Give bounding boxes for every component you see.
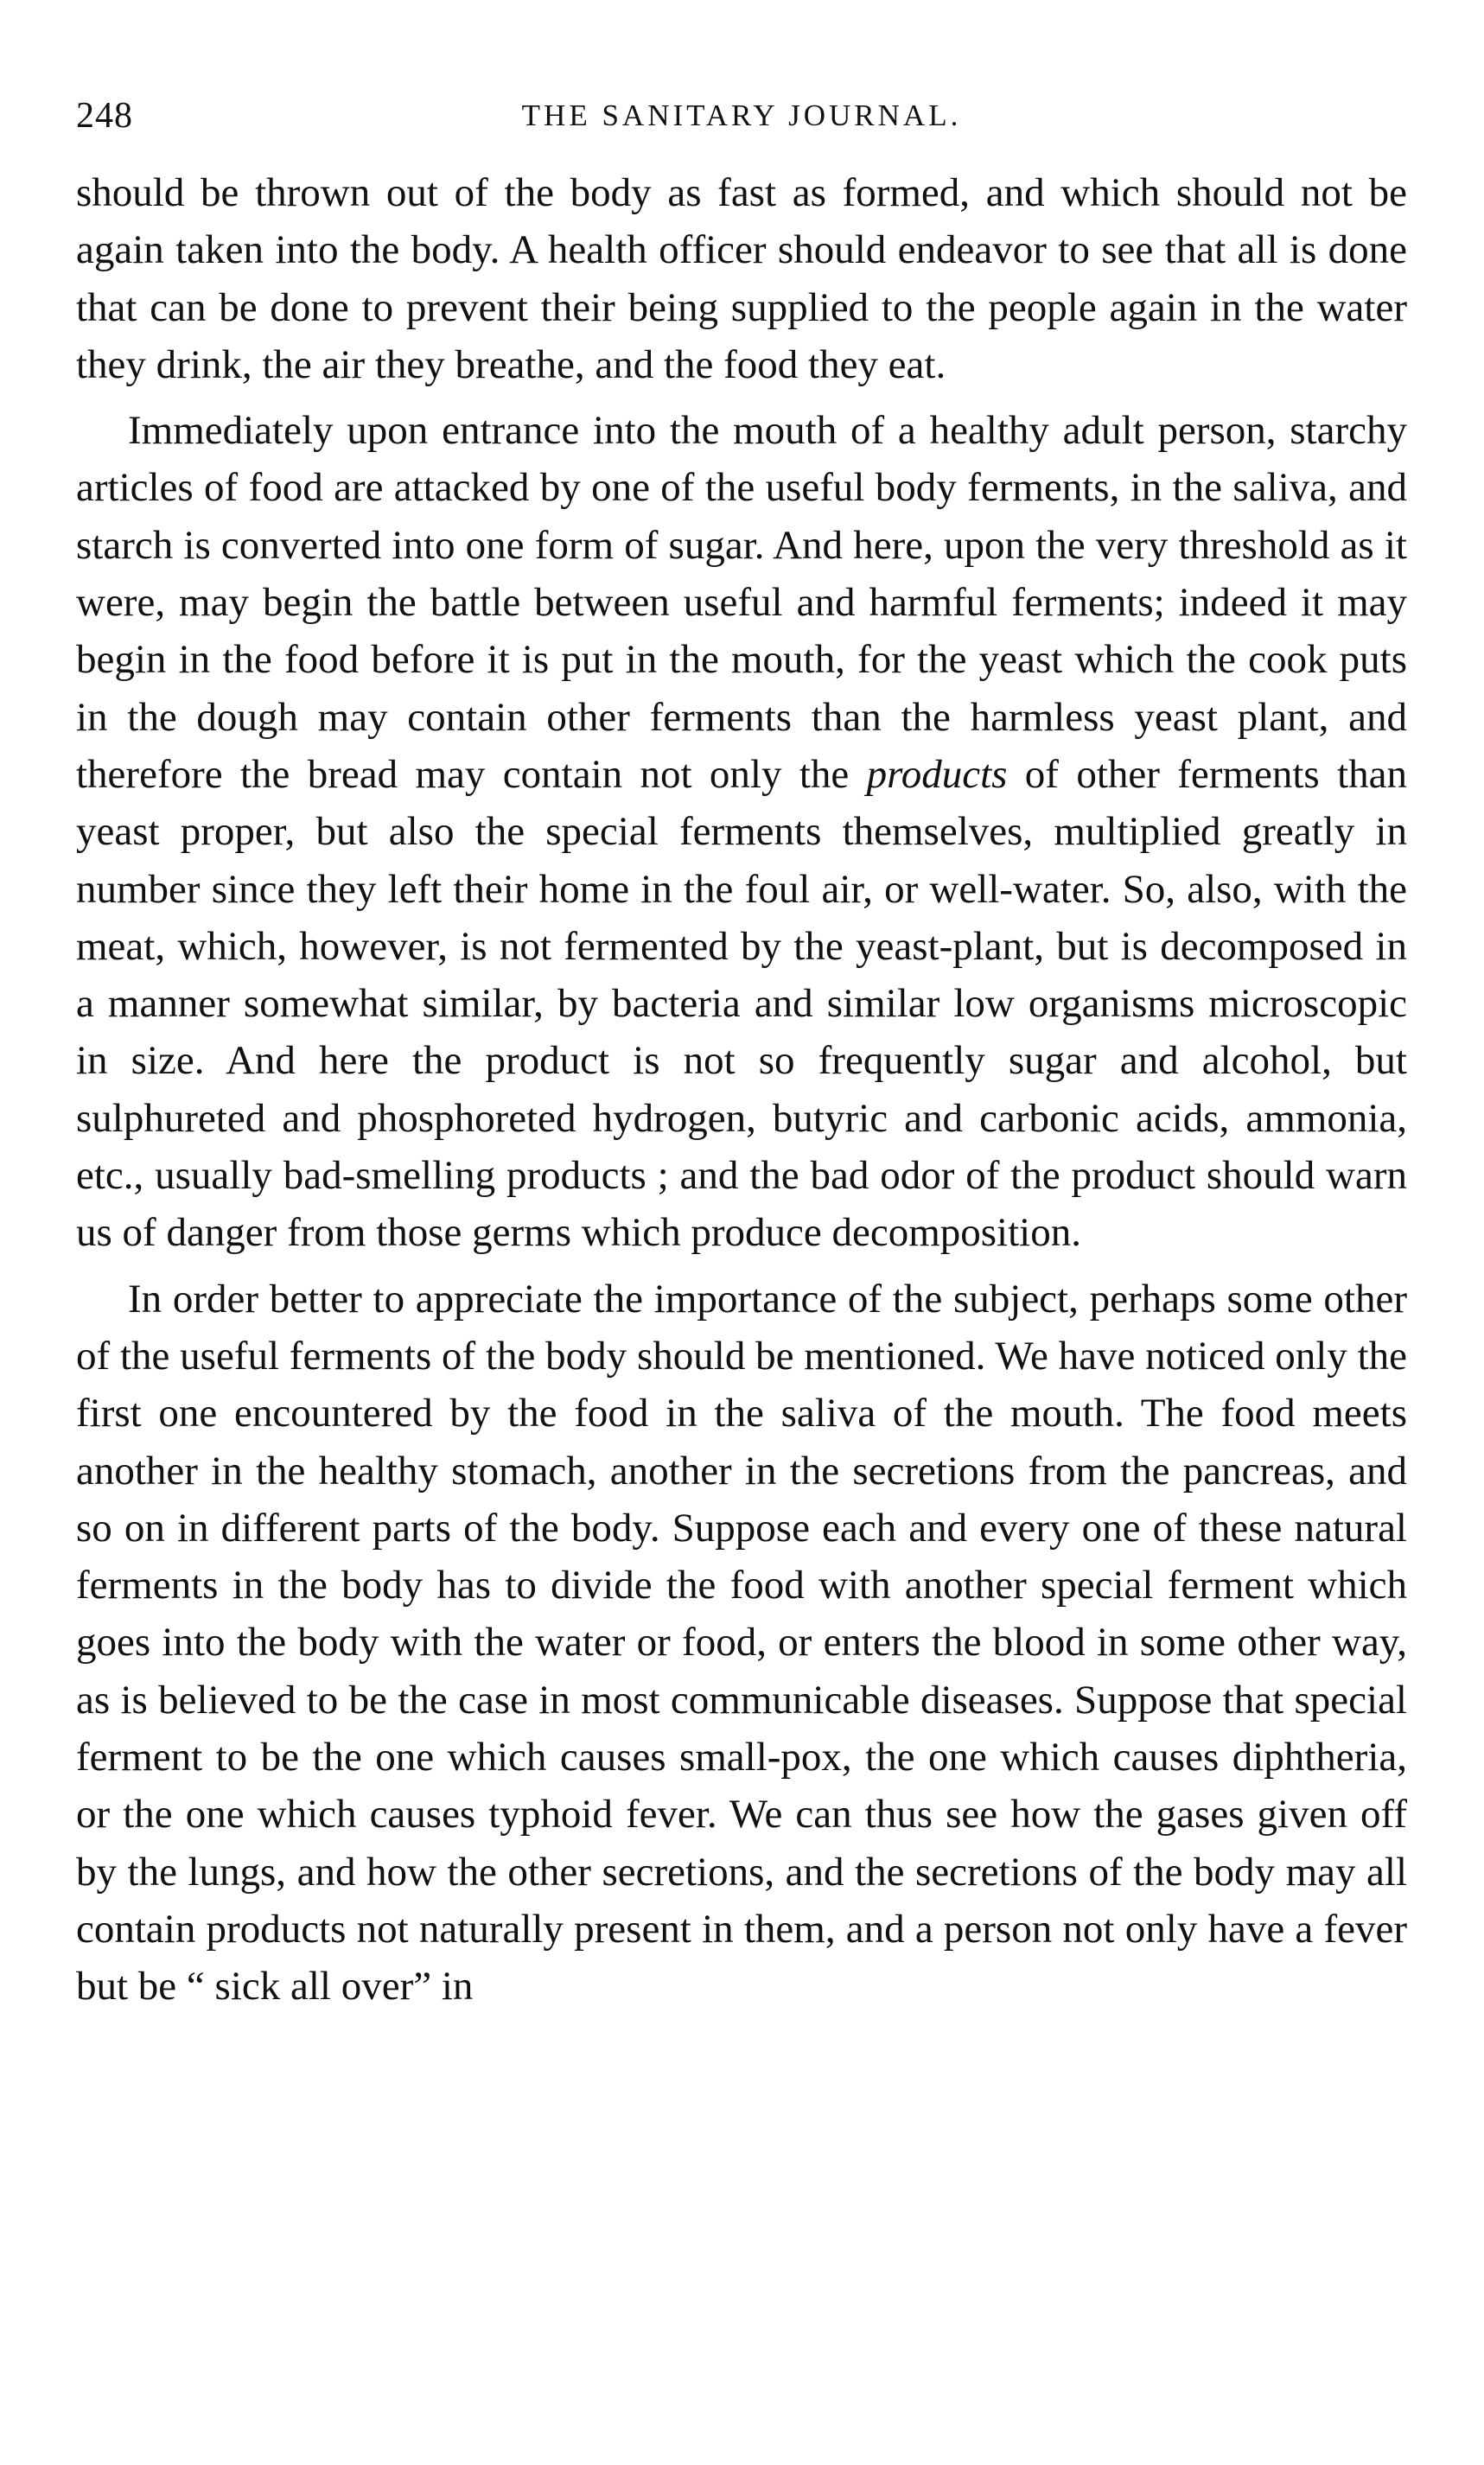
page-number: 248 — [76, 96, 133, 136]
page-header — [76, 95, 1407, 147]
paragraph-text-segment: Immediately upon entrance into the mouth of a healthy adult person, starchy articles of food are attacked by one of the useful body ferments, in the saliva, and starch is converted into one form of sugar. And here, upon the very threshold as it were, may begin the battle between useful and harmful ferments; indeed it may begin in the food before it is put in the mouth, for the yeast which the cook puts in the dough may contain other ferments than the harmless yeast plant, and therefore the bread may contain not only the — [76, 408, 1407, 797]
paragraph-immediately — [76, 402, 1407, 1261]
running-head: THE SANITARY JOURNAL. — [521, 99, 962, 132]
paragraph-continued: should be thrown out of the body as fast as formed, and which should not be again taken into the body. A health officer should endeavor to see that all is done that can be done to prevent their being supplied to the people again in the water they drink, the air they breathe, and the food they eat. — [76, 170, 1407, 387]
italic-word-products: products — [866, 751, 1008, 797]
paragraph-in-order: In order better to appreciate the importance of the subject, perhaps some other of the useful ferments of the body should be mentioned. We have noticed only the first one encountered by the food in the saliva of the mouth. The food meets another in the healthy stomach, another in the secretions from the pancreas, and so on in different parts of the body. Suppose each and every one of these natural ferments in the body has to divide the food with another special ferment which goes into the body with the water or food, or enters the blood in some other way, as is believed to be the case in most communicable diseases. Suppose that special ferment to be the one which causes small-pox, the one which causes diphtheria, or the one which causes typhoid fever. We can thus see how the gases given off by the lungs, and how the other secretions, and the secretions of the body may all contain products not naturally present in them, and a person not only have a fever but be “ sick all over” in — [76, 1276, 1407, 2010]
book-page — [76, 0, 1407, 2024]
paragraph-text-segment: of other ferments than yeast proper, but also the special ferments themselves, multiplied greatly in number since they left their home in the foul air, or well-water. So, also, with the meat, which, however, is not fermented by the yeast-plant, but is decomposed in a manner somewhat similar, by bacteria and similar low organisms microscopic in size. And here the product is not so frequently sugar and alcohol, but sulphureted and phosphoreted hydrogen, butyric and carbonic acids, ammonia, etc., usually bad-smelling products ; and the bad odor of the product should warn us of danger from those germs which produce decomposition. — [76, 751, 1407, 1256]
body-text — [76, 164, 1407, 2016]
